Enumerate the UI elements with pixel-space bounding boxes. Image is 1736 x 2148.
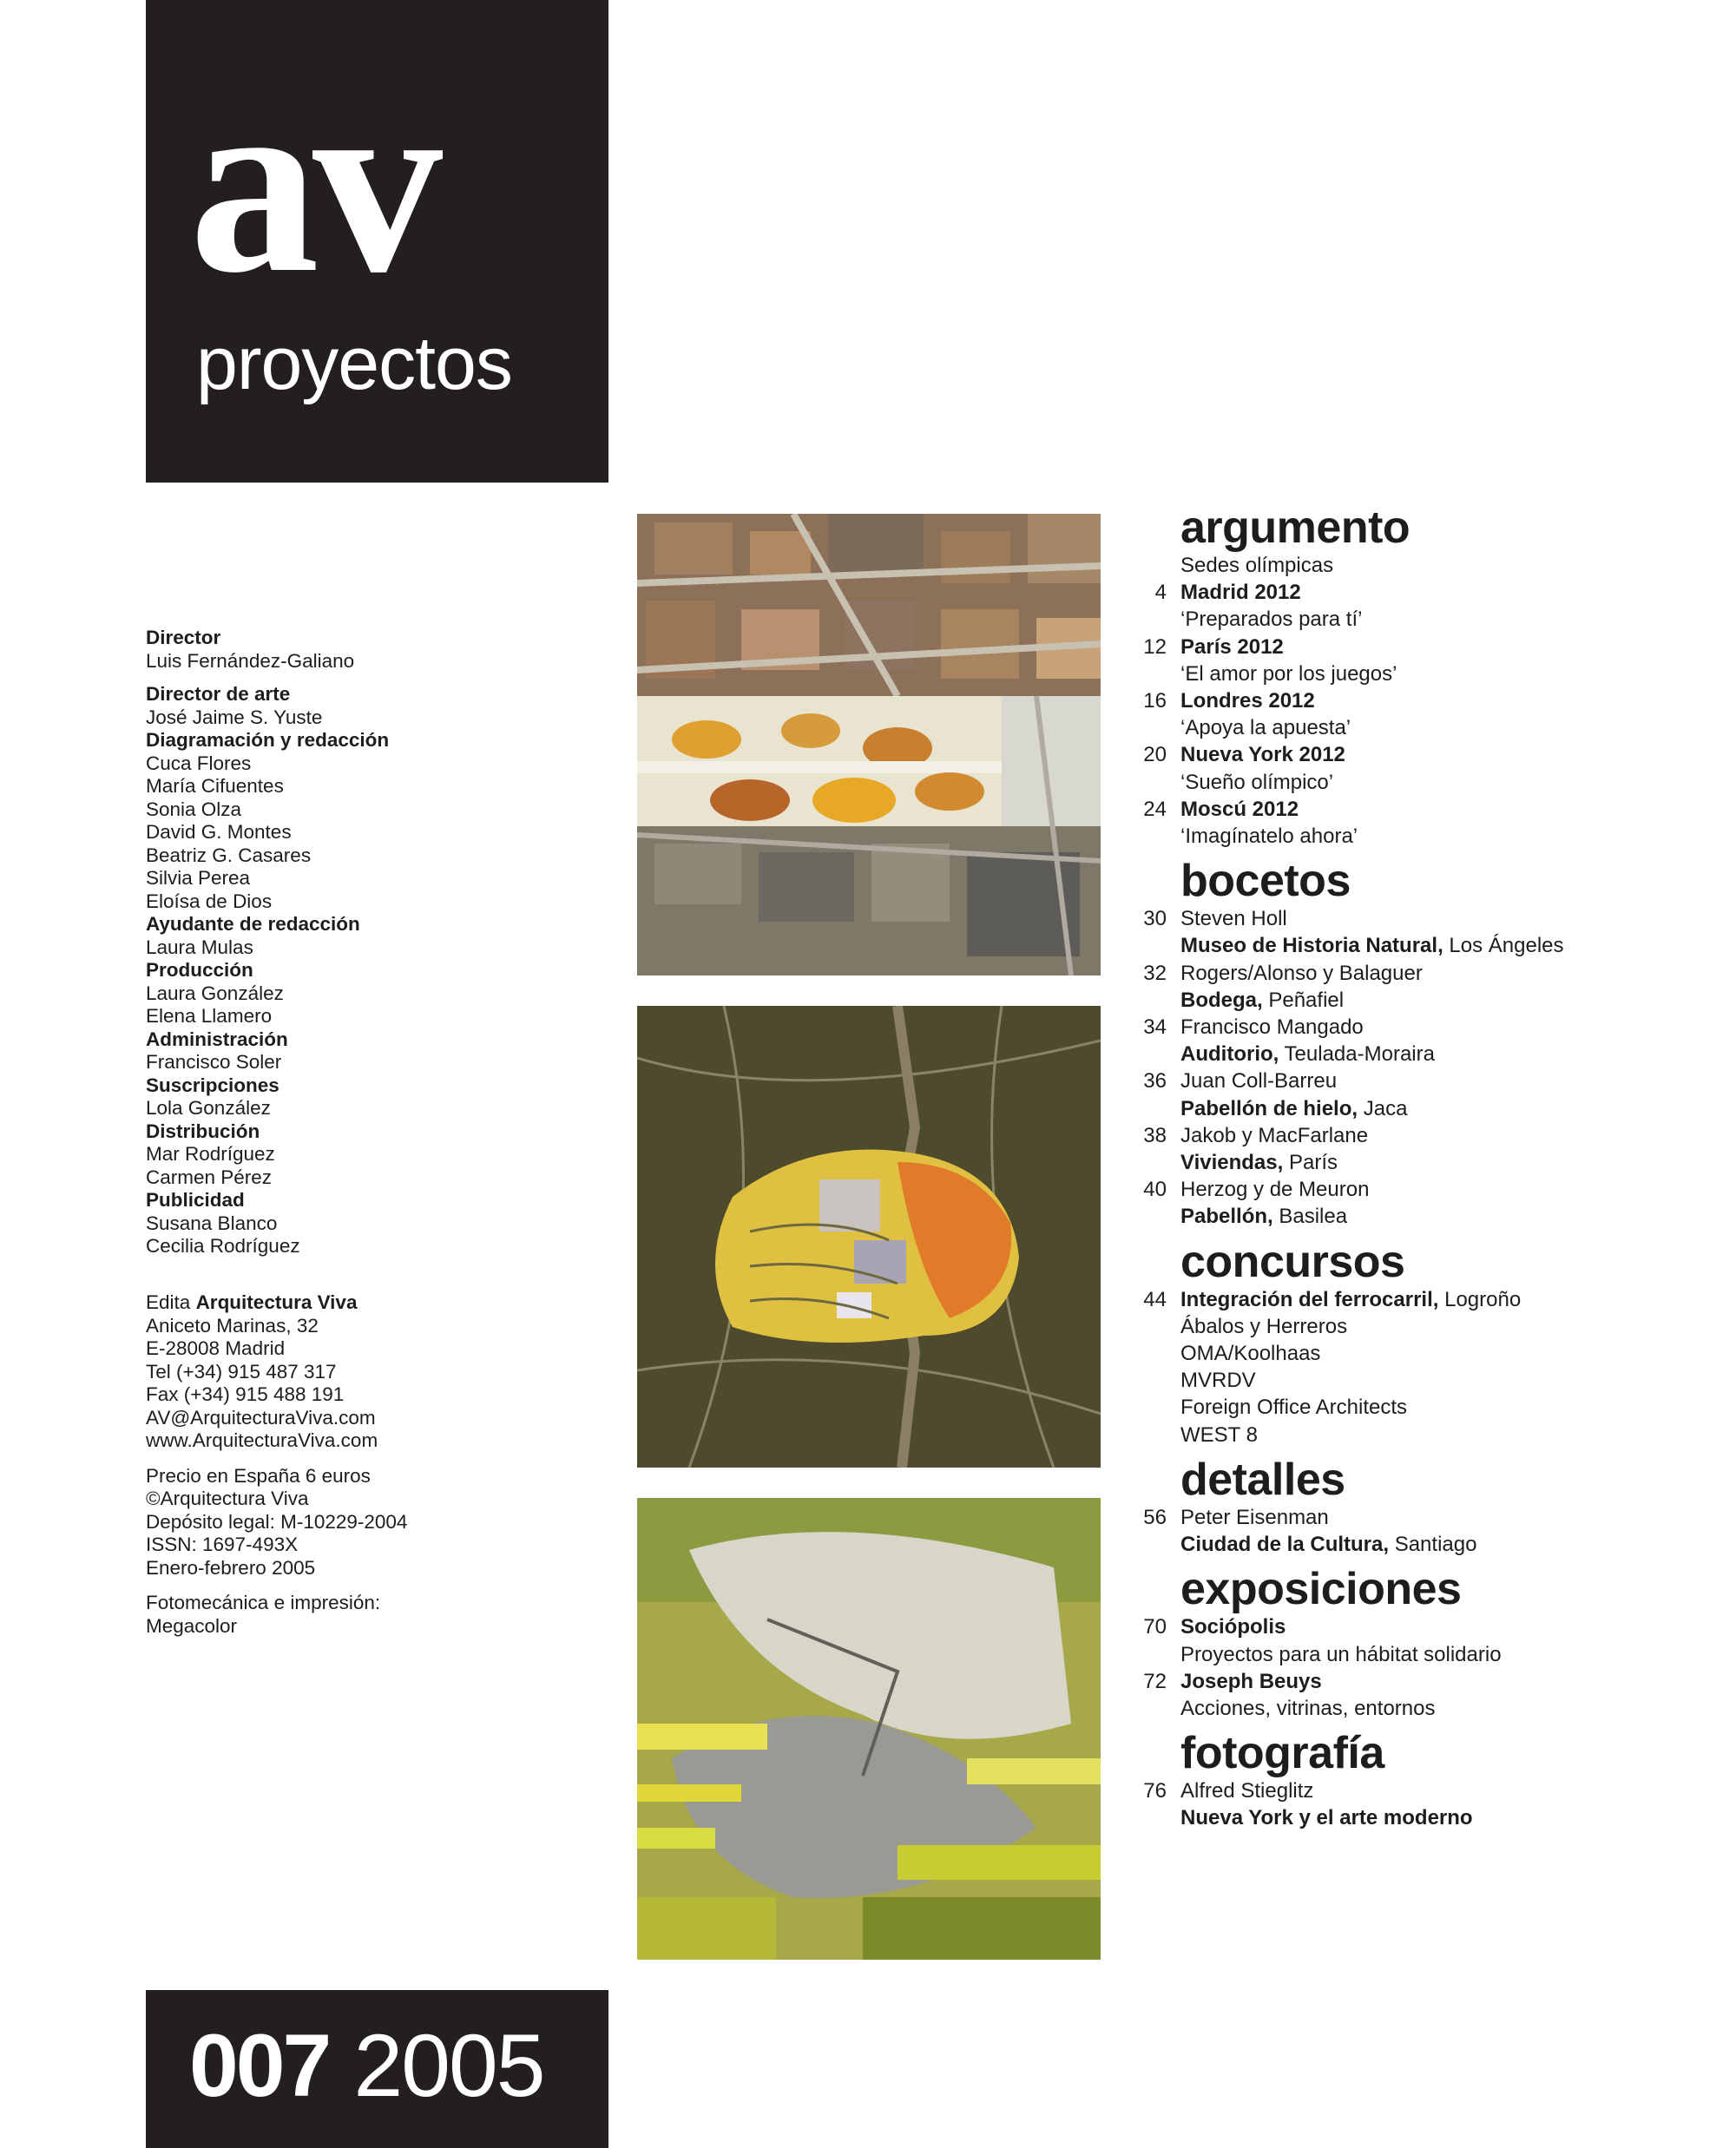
toc-work (1128, 1203, 1719, 1230)
masthead-name: Elena Llamero (146, 1005, 273, 1027)
masthead-name: Lola González (146, 1097, 271, 1119)
toc-team: Ábalos y Herreros (1180, 1314, 1348, 1338)
masthead-name: Cecilia Rodríguez (146, 1235, 300, 1257)
toc-title: Joseph Beuys (1180, 1669, 1322, 1693)
masterplan-photo (637, 1006, 1101, 1468)
phone-line: Tel (+34) 915 487 317 (146, 1360, 337, 1383)
publisher-name: Arquitectura Viva (195, 1291, 358, 1313)
section-title-argumento: argumento (1180, 503, 1410, 553)
masthead-role: Director (146, 627, 221, 648)
masthead-name: Cuca Flores (146, 752, 252, 774)
masthead-name: Sonia Olza (146, 798, 242, 820)
issue-number: 007 (189, 2016, 330, 2115)
masthead-name: Francisco Soler (146, 1051, 282, 1073)
toc-page-number: 72 (1143, 1669, 1167, 1693)
toc-work (1128, 1095, 1719, 1122)
toc-page-number: 24 (1143, 797, 1167, 821)
masthead-name: María Cifuentes (146, 775, 284, 797)
info-line: Depósito legal: M-10229-2004 (146, 1510, 408, 1533)
toc-work-name: Pabellón de hielo, (1180, 1096, 1358, 1120)
toc-subtitle-text: ‘Sueño olímpico’ (1180, 770, 1334, 794)
toc-item[interactable] (1128, 687, 1719, 714)
toc-team: OMA/Koolhaas (1180, 1342, 1321, 1366)
toc-title: Moscú 2012 (1180, 797, 1299, 821)
toc-place: Teulada-Moraira (1279, 1042, 1435, 1067)
toc-work-name: Bodega, (1180, 988, 1263, 1012)
toc-author: Francisco Mangado (1180, 1015, 1364, 1040)
toc-subtitle (1128, 606, 1719, 633)
address-line: E-28008 Madrid (146, 1337, 286, 1359)
toc-subtitle-text: ‘El amor por los juegos’ (1180, 661, 1397, 686)
toc-page-number: 32 (1143, 961, 1167, 985)
toc-team: MVRDV (1180, 1369, 1256, 1393)
collage-image (637, 1498, 1101, 1960)
section-title-concursos: concursos (1180, 1236, 1405, 1287)
toc-work-name: Auditorio, (1180, 1042, 1279, 1067)
toc-item[interactable] (1128, 1122, 1719, 1149)
toc-work (1128, 1041, 1719, 1067)
masthead-role: Diagramación y redacción (146, 729, 390, 751)
toc-page-number: 34 (1143, 1015, 1167, 1040)
toc-subtitle (1128, 660, 1719, 687)
toc-work (1128, 987, 1719, 1014)
toc-work (1128, 932, 1719, 959)
toc-place: Logroño (1438, 1287, 1522, 1311)
masthead-name: José Jaime S. Yuste (146, 706, 323, 728)
website-link[interactable]: www.ArquitecturaViva.com (146, 1429, 378, 1451)
table-of-contents (1128, 503, 1719, 1832)
masthead-role: Publicidad (146, 1189, 245, 1211)
masthead-name: David G. Montes (146, 821, 292, 843)
toc-subtitle (1128, 769, 1719, 796)
toc-intro (1128, 552, 1719, 579)
info-line: ISSN: 1697-493X (146, 1534, 299, 1555)
toc-place: Santiago (1389, 1533, 1477, 1557)
toc-item[interactable] (1128, 905, 1719, 932)
toc-work (1128, 1149, 1719, 1176)
toc-author: Steven Holl (1180, 907, 1287, 931)
toc-page-number: 16 (1143, 689, 1167, 713)
toc-team: Foreign Office Architects (1180, 1396, 1407, 1420)
masterplan-image (637, 1006, 1101, 1468)
toc-item[interactable] (1128, 1613, 1719, 1640)
masthead-name: Mar Rodríguez (146, 1143, 275, 1165)
masthead-name: Luis Fernández-Galiano (146, 649, 355, 672)
masthead-name: Beatriz G. Casares (146, 844, 312, 866)
fax-line: Fax (+34) 915 488 191 (146, 1383, 345, 1405)
address-line: Aniceto Marinas, 32 (146, 1314, 319, 1337)
toc-page-number: 20 (1143, 743, 1167, 767)
toc-place: Peñafiel (1262, 988, 1345, 1012)
toc-page-number: 44 (1143, 1287, 1167, 1311)
toc-place: Jaca (1358, 1096, 1408, 1120)
issue-year: 2005 (353, 2016, 544, 2115)
masthead-name: Silvia Perea (146, 867, 251, 889)
toc-page-number: 12 (1143, 634, 1167, 659)
publisher-info (146, 1291, 632, 1638)
toc-subtitle-text: ‘Apoya la apuesta’ (1180, 716, 1351, 740)
issue-block (146, 1990, 608, 2148)
logo-av: av (189, 38, 436, 326)
toc-subtitle: Proyectos para un hábitat solidario (1180, 1642, 1502, 1666)
toc-team: WEST 8 (1180, 1422, 1258, 1447)
toc-item[interactable] (1128, 1504, 1719, 1531)
toc-place: París (1283, 1151, 1338, 1175)
issue-label (189, 2016, 544, 2115)
aerial-city-image (637, 514, 1101, 975)
toc-page-number: 56 (1143, 1505, 1167, 1529)
toc-work-name: Museo de Historia Natural, (1180, 934, 1443, 958)
masthead (146, 627, 632, 1258)
masthead-name: Eloísa de Dios (146, 890, 273, 912)
logo-block (146, 0, 608, 483)
toc-author: Rogers/Alonso y Balaguer (1180, 961, 1423, 985)
masthead-role: Director de arte (146, 683, 291, 705)
masthead-name: Laura Mulas (146, 936, 253, 958)
toc-item[interactable] (1128, 796, 1719, 823)
toc-place: Basilea (1272, 1205, 1348, 1229)
toc-title: Londres 2012 (1180, 689, 1315, 713)
toc-author: Jakob y MacFarlane (1180, 1123, 1369, 1147)
toc-subtitle (1128, 714, 1719, 741)
masthead-director (146, 627, 632, 673)
toc-author: Peter Eisenman (1180, 1505, 1329, 1529)
info-line: Enero-febrero 2005 (146, 1556, 316, 1579)
toc-page-number: 40 (1143, 1178, 1167, 1202)
masthead-role: Administración (146, 1028, 288, 1050)
toc-work-name: Ciudad de la Cultura, (1180, 1533, 1390, 1557)
toc-page-number: 36 (1143, 1069, 1167, 1094)
toc-page-number: 70 (1143, 1615, 1167, 1639)
section-title-exposiciones: exposiciones (1180, 1564, 1462, 1615)
toc-title: París 2012 (1180, 634, 1284, 659)
toc-work (1128, 1804, 1719, 1831)
toc-page-number: 76 (1143, 1779, 1167, 1803)
toc-subtitle-text: ‘Imagínatelo ahora’ (1180, 824, 1358, 849)
toc-page-number: 38 (1143, 1123, 1167, 1147)
toc-work (1128, 1531, 1719, 1558)
toc-item[interactable] (1128, 1067, 1719, 1094)
email-link[interactable]: AV@ArquitecturaViva.com (146, 1406, 376, 1429)
edita-label: Edita (146, 1291, 191, 1313)
toc-item[interactable] (1128, 579, 1719, 606)
aerial-city-photo (637, 514, 1101, 975)
print-line: Fotomecánica e impresión: (146, 1592, 381, 1613)
toc-work-name: Nueva York y el arte moderno (1180, 1806, 1473, 1830)
toc-item[interactable] (1128, 634, 1719, 660)
toc-author: Juan Coll-Barreu (1180, 1069, 1338, 1094)
info-line: Precio en España 6 euros (146, 1464, 371, 1487)
section-title-detalles: detalles (1180, 1454, 1345, 1505)
section-title-fotografia: fotografía (1180, 1728, 1384, 1779)
toc-place: Los Ángeles (1443, 934, 1564, 958)
toc-page-number: 30 (1143, 907, 1167, 931)
toc-subtitle (1128, 823, 1719, 850)
section-title-bocetos: bocetos (1180, 856, 1351, 907)
collage-photo (637, 1498, 1101, 1960)
publisher-edita (146, 1291, 632, 1315)
masthead-name: Carmen Pérez (146, 1166, 273, 1188)
toc-item[interactable] (1128, 1176, 1719, 1203)
toc-subtitle-text: ‘Preparados para tí’ (1180, 608, 1363, 632)
toc-item[interactable] (1128, 1777, 1719, 1804)
toc-author: Herzog y de Meuron (1180, 1178, 1370, 1202)
toc-title: Sociópolis (1180, 1615, 1286, 1639)
toc-work-name: Pabellón, (1180, 1205, 1273, 1229)
logo-subtitle: proyectos (196, 322, 512, 405)
toc-item[interactable] (1128, 1668, 1719, 1695)
toc-title: Madrid 2012 (1180, 581, 1301, 605)
masthead-role: Ayudante de redacción (146, 913, 360, 935)
toc-work-name: Integración del ferrocarril, (1180, 1287, 1439, 1311)
toc-title: Nueva York 2012 (1180, 743, 1345, 767)
toc-subtitle: Acciones, vitrinas, entornos (1180, 1696, 1436, 1720)
masthead-name: Laura González (146, 982, 284, 1004)
toc-item[interactable] (1128, 1014, 1719, 1041)
masthead-role: Distribución (146, 1120, 260, 1142)
masthead-role: Producción (146, 959, 253, 981)
print-line: Megacolor (146, 1614, 238, 1637)
masthead-name: Susana Blanco (146, 1212, 278, 1234)
masthead-role: Suscripciones (146, 1074, 279, 1096)
toc-item[interactable] (1128, 960, 1719, 987)
toc-author: Alfred Stieglitz (1180, 1779, 1314, 1803)
toc-item[interactable] (1128, 1286, 1719, 1313)
toc-intro-text: Sedes olímpicas (1180, 554, 1334, 577)
toc-page-number: 4 (1154, 581, 1167, 605)
toc-item[interactable] (1128, 741, 1719, 768)
toc-work-name: Viviendas, (1180, 1151, 1284, 1175)
info-line: ©Arquitectura Viva (146, 1488, 309, 1509)
